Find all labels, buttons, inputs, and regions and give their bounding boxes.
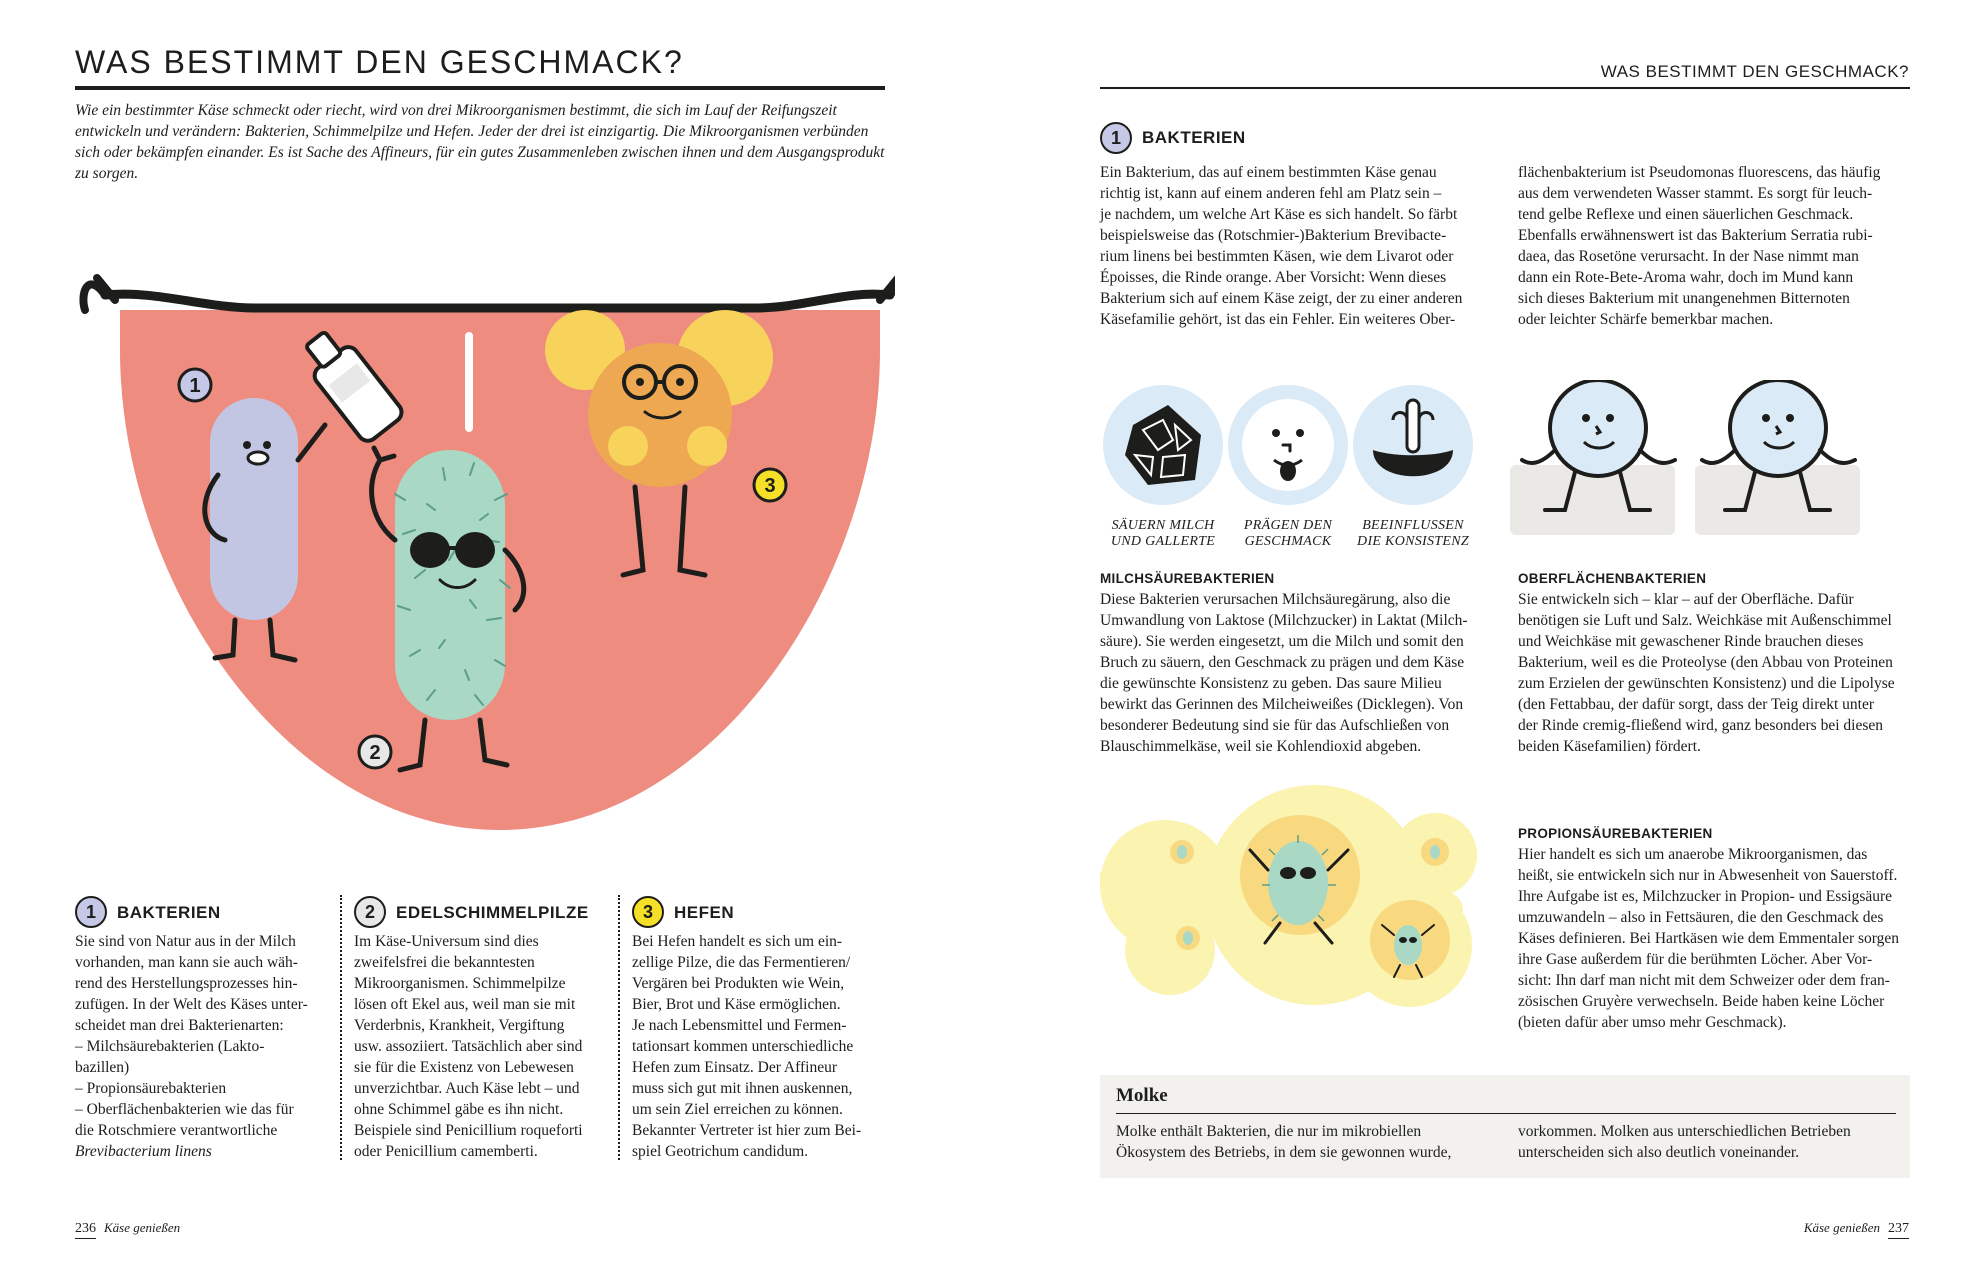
text-line: zum Erzielen der gewünschten Konsistenz) und die Lipolyse xyxy=(1518,675,1895,692)
molke-title: Molke xyxy=(1116,1085,1168,1106)
text-line: rend des Herstellungsprozesses hin- xyxy=(75,975,298,992)
text-line: spiel Geotrichum candidum. xyxy=(632,1143,809,1160)
column-separator xyxy=(618,895,620,1160)
section-title: BAKTERIEN xyxy=(1142,128,1246,147)
folio-text: Käse genießen xyxy=(104,1220,181,1235)
text-line: unterscheiden sich also deutlich voneinander. xyxy=(1518,1144,1800,1161)
text-line: Hier handelt es sich um anaerobe Mikroorganismen, das xyxy=(1518,846,1868,863)
column-title: HEFEN xyxy=(674,902,735,922)
text-line: – Milchsäurebakterien (Lakto- xyxy=(75,1038,265,1055)
subsection-title: OBERFLÄCHENBAKTERIEN xyxy=(1518,571,1707,586)
text-line: Brevibacterium linens xyxy=(75,1143,212,1160)
badge-3-illustration: 3 xyxy=(764,475,776,497)
text-line: benötigen sie Luft und Salz. Weichkäse mit Außenschimmel xyxy=(1518,612,1892,629)
text-line: unverzichtbar. Auch Käse lebt – und xyxy=(354,1080,580,1097)
running-title: WAS BESTIMMT DEN GESCHMACK? xyxy=(1600,62,1909,81)
consistency-icon xyxy=(1353,385,1473,505)
text-line: besonderer Bedeutung sind sie für das Aufschließen von xyxy=(1100,717,1450,734)
text-line: ihre Gase außerdem für die berühmten Löcher. Aber Vor- xyxy=(1518,951,1873,968)
column-title: EDELSCHIMMELPILZE xyxy=(396,902,589,922)
text-line: Umwandlung von Laktose (Milchzucker) in Laktat (Milch- xyxy=(1100,612,1468,629)
text-line: scheidet man drei Bakterienarten: xyxy=(75,1017,284,1034)
page-number: 236 xyxy=(75,1221,96,1239)
icon-caption: BEEINFLUSSEN DIE KONSISTENZ xyxy=(1357,518,1469,549)
text-line: tationsart kommen unterschiedliche xyxy=(632,1038,854,1055)
text-line: zweifelsfrei die bekanntesten xyxy=(354,954,535,971)
apron-string xyxy=(105,294,890,308)
bakterien-text-col1 xyxy=(1100,162,1495,330)
badge-2-illustration: 2 xyxy=(369,742,381,764)
text-line: Verderbnis, Krankheit, Vergiftung xyxy=(354,1017,565,1034)
molke-text-col1 xyxy=(1116,1121,1506,1163)
badge-1-right: 1 xyxy=(1100,122,1132,154)
text-line: beispielsweise das (Rotschmier-)Bakterium Brevibacte- xyxy=(1100,227,1447,244)
text-line: (den Fettabbau, der dafür sorgt, dass der Teig direkt unter xyxy=(1518,696,1875,713)
curd-icon xyxy=(1103,385,1223,505)
text-line: lösen oft Ekel aus, weil man sie mit xyxy=(354,996,576,1013)
page-number: 237 xyxy=(1888,1221,1909,1239)
text-line: säure). Sie werden eingesetzt, um die Milch und somit den xyxy=(1100,633,1464,650)
text-line: Bekannter Vertreter ist hier zum Bei- xyxy=(632,1122,862,1139)
subsection-title: MILCHSÄUREBAKTERIEN xyxy=(1100,571,1275,586)
text-line: usw. assoziiert. Tatsächlich aber sind xyxy=(354,1038,583,1055)
text-line: Ökosystem des Betriebs, in dem sie gewonnen wurde, xyxy=(1116,1144,1452,1161)
milchsaeure-section xyxy=(1100,568,1510,757)
molke-box xyxy=(1100,1075,1910,1178)
text-line: der Rinde cremig-fließend wird, ganz besonders bei diesen xyxy=(1518,717,1883,734)
icon-caption: PRÄGEN DEN GESCHMACK xyxy=(1243,518,1333,549)
text-line: Vergären bei Produkten wie Wein, xyxy=(632,975,845,992)
text-line: vorkommen. Molken aus unterschiedlichen Betrieben xyxy=(1518,1123,1851,1140)
text-line: zufügen. In der Welt des Käses unter- xyxy=(75,996,308,1013)
column-edelschimmelpilze xyxy=(354,895,614,1162)
text-line: Sie sind von Natur aus in der Milch xyxy=(75,933,296,950)
text-line: sie für die Existenz von Lebewesen xyxy=(354,1059,574,1076)
title-rule-left xyxy=(75,86,885,90)
text-line: um sein Ziel erreichen zu können. xyxy=(632,1101,843,1118)
text-line: daea, das Rosetöne verursacht. In der Nase nimmt man xyxy=(1518,248,1859,265)
text-line: Ebenfalls erwähnenswert ist das Bakterium Serratia rubi- xyxy=(1518,227,1873,244)
text-line: Käses definieren. Bei Hartkäsen wie dem Emmentaler sorgen xyxy=(1518,930,1900,947)
text-line: bewirkt das Gerinnen des Milcheiweißes (Dicklegen). Von xyxy=(1100,696,1464,713)
text-line: Diese Bakterien verursachen Milchsäuregärung, also die xyxy=(1100,591,1451,608)
text-line: Bakterium sich auf einem Käse zeigt, der zu einer anderen xyxy=(1100,290,1463,307)
text-line: dann ein Rote-Bete-Aroma wahr, doch im Mund kann xyxy=(1518,269,1854,286)
text-line: umzuwandeln – also in Fettsäuren, die den Geschmack des xyxy=(1518,909,1884,926)
text-line: Époisses, die Rinde orange. Aber Vorsicht: Wenn dieses xyxy=(1100,269,1447,286)
title-rule-right xyxy=(1100,87,1910,89)
text-line: oder Penicillium camemberti. xyxy=(354,1143,538,1160)
text-line: Sie entwickeln sich – klar – auf der Oberfläche. Dafür xyxy=(1518,591,1854,608)
text-line: die Rotschmiere verantwortliche xyxy=(75,1122,278,1139)
text-line: je nachdem, um welche Art Käse es sich handelt. So färbt xyxy=(1100,206,1458,223)
text-line: Bruch zu säuern, den Geschmack zu prägen und dem Käse xyxy=(1100,654,1465,671)
text-line: beiden Käsefamilien) fördert. xyxy=(1518,738,1701,755)
text-line: aus dem verwendeten Wasser stammt. Es sorgt für leuch- xyxy=(1518,185,1873,202)
text-line: Je nach Lebensmittel und Fermen- xyxy=(632,1017,847,1034)
folio-right xyxy=(1804,1220,1909,1239)
propion-section xyxy=(1518,823,1913,1033)
text-line: ohne Schimmel gäbe es ihn nicht. xyxy=(354,1101,564,1118)
text-line: muss sich gut mit ihnen auskennen, xyxy=(632,1080,853,1097)
text-line: Molke enthält Bakterien, die nur im mikrobiellen xyxy=(1116,1123,1422,1140)
text-line: (bieten dafür aber umso mehr Geschmack). xyxy=(1518,1014,1787,1031)
subsection-title: PROPIONSÄUREBAKTERIEN xyxy=(1518,826,1713,841)
column-hefen xyxy=(632,895,897,1162)
apron-illustration xyxy=(75,250,895,840)
badge-1: 1 xyxy=(75,896,107,928)
molke-rule xyxy=(1116,1113,1896,1114)
text-line: rium linens bei bestimmten Käsen, wie dem Livarot oder xyxy=(1100,248,1454,265)
text-line: Bier, Brot und Käse ermöglichen. xyxy=(632,996,841,1013)
text-line: richtig ist, kann auf einem anderen fehl am Platz sein – xyxy=(1100,185,1442,202)
taste-face-icon xyxy=(1228,385,1348,505)
text-line: flächenbakterium ist Pseudomonas fluorescens, das häufig xyxy=(1518,164,1881,181)
column-bakterien xyxy=(75,895,325,1162)
text-line: sich dieses Bakterium mit unangenehmen Bitternoten xyxy=(1518,290,1850,307)
text-line: bazillen) xyxy=(75,1059,130,1076)
text-line: Ein Bakterium, das auf einem bestimmten Käse genau xyxy=(1100,164,1437,181)
badge-2: 2 xyxy=(354,896,386,928)
text-line: vorhanden, man kann sie auch wäh- xyxy=(75,954,298,971)
text-line: Bei Hefen handelt es sich um ein- xyxy=(632,933,843,950)
text-line: Bakterium, weil es die Proteolyse (den Abbau von Proteinen xyxy=(1518,654,1893,671)
page-title-left: WAS BESTIMMT DEN GESCHMACK? xyxy=(75,44,684,80)
intro-paragraph: Wie ein bestimmter Käse schmeckt oder riecht, wird von drei Mikroorganismen bestimmt, die sich im Lauf der Reifungszeit entwickeln und verändern: Bakterien, Schimmelpilze und Hefen. Jeder der drei ist einzigartig. Die Mikroorganismen verbünden sich oder bekämpfen einander. Es ist Sache des Affineurs, für ein gutes Zusammenleben zwischen ihnen und dem Ausgangsprodukt zu sorgen. xyxy=(75,102,885,182)
text-line: tend gelbe Reflexe und einen säuerlichen Geschmack. xyxy=(1518,206,1854,223)
folio-text: Käse genießen xyxy=(1803,1220,1880,1235)
text-line: Hefen zum Einsatz. Der Affineur xyxy=(632,1059,838,1076)
text-line: heißt, sie entwickeln sich nur in Abwesenheit von Sauerstoff. xyxy=(1518,867,1898,884)
badge-3: 3 xyxy=(632,896,664,928)
molke-text-col2 xyxy=(1518,1121,1908,1163)
oberflaechen-section xyxy=(1518,568,1913,757)
text-line: und Weichkäse mit gewaschener Rinde brauchen dieses xyxy=(1518,633,1864,650)
text-line: Blauschimmelkäse, weil sie Kohlendioxid abgeben. xyxy=(1100,738,1422,755)
column-separator xyxy=(340,895,342,1160)
text-line: die gewünschte Konsistenz zu geben. Das saure Milieu xyxy=(1100,675,1442,692)
text-line: zösischen Gruyère verwechseln. Beide haben keine Löcher xyxy=(1518,993,1885,1010)
surface-bacteria-illustration xyxy=(1510,380,1870,540)
text-line: Im Käse-Universum sind dies xyxy=(354,933,539,950)
propion-bubbles-illustration xyxy=(1100,785,1480,1035)
text-line: – Propionsäurebakterien xyxy=(75,1080,227,1097)
text-line: Käsefamilie gehört, ist das ein Fehler. Ein weiteres Ober- xyxy=(1100,311,1456,328)
text-line: oder leichter Schärfe bemerkbar machen. xyxy=(1518,311,1774,328)
text-line: Ihre Aufgabe ist es, Milchzucker in Propion- und Essigsäure xyxy=(1518,888,1893,905)
text-line: sicht: Ihn darf man nicht mit dem Schweizer oder dem fran- xyxy=(1518,972,1890,989)
icon-caption: SÄUERN MILCH UND GALLERTE xyxy=(1110,518,1216,549)
folio-left xyxy=(75,1220,180,1239)
badge-1-illustration: 1 xyxy=(189,375,201,397)
section-heading-bakterien xyxy=(1100,122,1246,154)
bakterien-text-col2 xyxy=(1518,162,1910,330)
text-line: – Oberflächenbakterien wie das für xyxy=(75,1101,294,1118)
column-title: BAKTERIEN xyxy=(117,902,221,922)
text-line: Mikroorganismen. Schimmelpilze xyxy=(354,975,566,992)
text-line: zellige Pilze, die das Fermentieren/ xyxy=(632,954,851,971)
text-line: Beispiele sind Penicillium roqueforti xyxy=(354,1122,583,1139)
